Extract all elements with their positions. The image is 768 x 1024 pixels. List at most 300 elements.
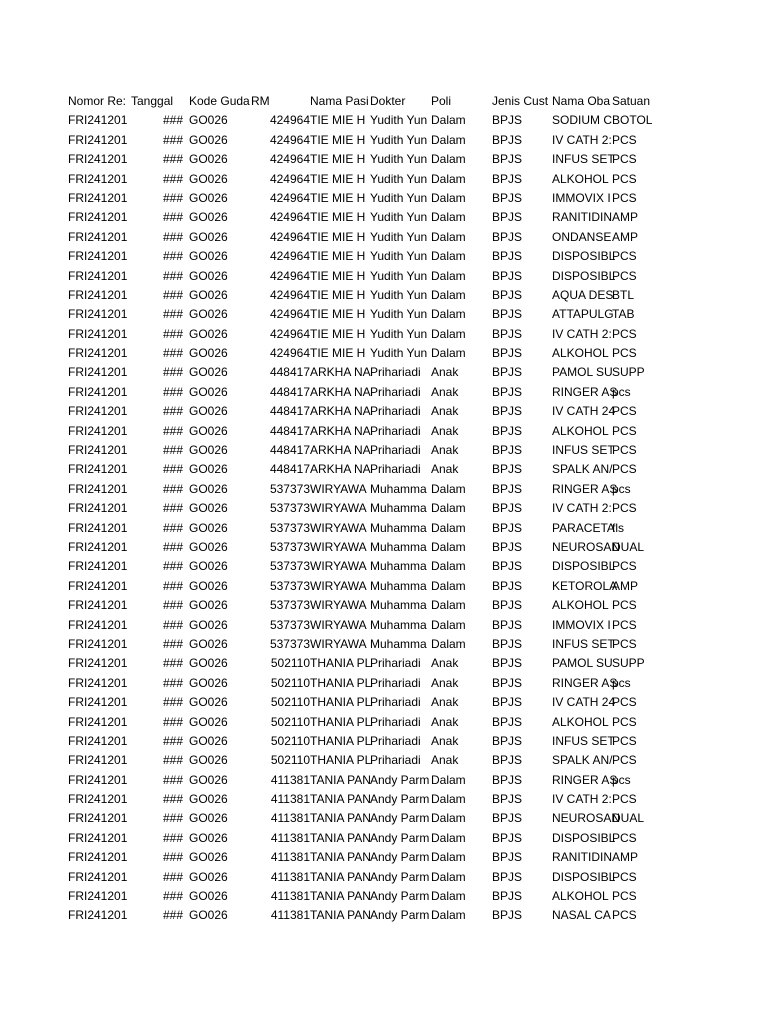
cell-jenis-customer[interactable]: BPJS [492, 152, 523, 167]
cell-jenis-customer[interactable]: BPJS [492, 307, 523, 322]
cell-rm[interactable]: 448417 [269, 462, 310, 477]
cell-jenis-customer[interactable]: BPJS [492, 346, 523, 361]
cell-rm[interactable]: 537373 [269, 501, 310, 516]
cell-dokter[interactable]: Andy Parm [370, 850, 430, 865]
cell-nomor-resep[interactable]: FRI241201 [68, 869, 128, 884]
cell-nama-obat[interactable]: RINGER AS [552, 384, 618, 399]
cell-poli[interactable]: Dalam [431, 889, 466, 904]
cell-kode-gudang[interactable]: GO026 [189, 539, 228, 554]
cell-satuan[interactable]: PCS [612, 190, 637, 205]
cell-nama-obat[interactable]: IV CATH 2: [552, 326, 612, 341]
cell-nomor-resep[interactable]: FRI241201 [68, 714, 128, 729]
cell-dokter[interactable]: Andy Parm [370, 908, 430, 923]
cell-jenis-customer[interactable]: BPJS [492, 481, 523, 496]
cell-nomor-resep[interactable]: FRI241201 [68, 753, 128, 768]
cell-dokter[interactable]: Yudith Yun [370, 210, 428, 225]
cell-satuan[interactable]: pcs [612, 481, 631, 496]
cell-tanggal[interactable]: ### [162, 598, 183, 613]
cell-rm[interactable]: 411381 [270, 772, 310, 787]
cell-nomor-resep[interactable]: FRI241201 [68, 132, 128, 147]
cell-poli[interactable]: Dalam [431, 559, 466, 574]
cell-tanggal[interactable]: ### [162, 733, 183, 748]
cell-nama-pasien[interactable]: WIRYAWA [310, 481, 367, 496]
cell-tanggal[interactable]: ### [162, 423, 183, 438]
cell-tanggal[interactable]: ### [162, 656, 183, 671]
cell-nomor-resep[interactable]: FRI241201 [68, 850, 128, 865]
cell-nama-pasien[interactable]: TIE MIE H [310, 229, 366, 244]
cell-jenis-customer[interactable]: BPJS [492, 501, 523, 516]
cell-kode-gudang[interactable]: GO026 [189, 171, 228, 186]
cell-poli[interactable]: Dalam [431, 598, 466, 613]
cell-poli[interactable]: Dalam [431, 811, 466, 826]
cell-poli[interactable]: Dalam [431, 850, 466, 865]
cell-satuan[interactable]: fls [612, 520, 624, 535]
cell-tanggal[interactable]: ### [162, 695, 183, 710]
cell-nomor-resep[interactable]: FRI241201 [68, 656, 128, 671]
cell-kode-gudang[interactable]: GO026 [189, 113, 228, 128]
cell-nama-obat[interactable]: RANITIDIN [552, 850, 612, 865]
cell-poli[interactable]: Anak [431, 365, 459, 380]
cell-nama-pasien[interactable]: WIRYAWA [310, 617, 367, 632]
cell-satuan[interactable]: PCS [612, 326, 637, 341]
cell-dokter[interactable]: Yudith Yun [370, 171, 428, 186]
cell-nama-pasien[interactable]: WIRYAWA [310, 539, 367, 554]
cell-jenis-customer[interactable]: BPJS [492, 578, 523, 593]
cell-nama-obat[interactable]: DISPOSIBL [552, 830, 616, 845]
cell-rm[interactable]: 424964 [269, 268, 310, 283]
cell-kode-gudang[interactable]: GO026 [189, 287, 228, 302]
cell-nama-pasien[interactable]: TANIA PAN [310, 830, 371, 845]
cell-tanggal[interactable]: ### [162, 326, 183, 341]
cell-nama-pasien[interactable]: TANIA PAN [310, 792, 371, 807]
cell-dokter[interactable]: Muhamma [370, 539, 427, 554]
cell-tanggal[interactable]: ### [162, 404, 183, 419]
cell-kode-gudang[interactable]: GO026 [189, 559, 228, 574]
cell-dokter[interactable]: Yudith Yun [370, 268, 428, 283]
cell-nama-pasien[interactable]: THANIA PL [310, 753, 372, 768]
cell-kode-gudang[interactable]: GO026 [189, 830, 228, 845]
cell-poli[interactable]: Anak [431, 404, 459, 419]
cell-jenis-customer[interactable]: BPJS [492, 113, 523, 128]
header-poli[interactable]: Poli [431, 94, 452, 108]
cell-jenis-customer[interactable]: BPJS [492, 384, 523, 399]
cell-nama-obat[interactable]: RANITIDIN [552, 210, 612, 225]
cell-nomor-resep[interactable]: FRI241201 [68, 113, 128, 128]
cell-nama-obat[interactable]: IV CATH 2: [552, 132, 612, 147]
cell-nomor-resep[interactable]: FRI241201 [68, 152, 128, 167]
cell-nama-obat[interactable]: ALKOHOL [552, 423, 609, 438]
cell-tanggal[interactable]: ### [162, 753, 183, 768]
cell-poli[interactable]: Anak [431, 753, 459, 768]
cell-satuan[interactable]: PCS [612, 268, 637, 283]
cell-kode-gudang[interactable]: GO026 [189, 501, 228, 516]
cell-rm[interactable]: 537373 [269, 520, 310, 535]
cell-jenis-customer[interactable]: BPJS [492, 268, 523, 283]
cell-tanggal[interactable]: ### [162, 850, 183, 865]
cell-rm[interactable]: 424964 [269, 152, 310, 167]
cell-rm[interactable]: 411381 [270, 811, 310, 826]
cell-nama-pasien[interactable]: TIE MIE H [310, 307, 366, 322]
cell-jenis-customer[interactable]: BPJS [492, 792, 523, 807]
cell-kode-gudang[interactable]: GO026 [189, 617, 228, 632]
cell-poli[interactable]: Anak [431, 423, 459, 438]
cell-jenis-customer[interactable]: BPJS [492, 559, 523, 574]
cell-nomor-resep[interactable]: FRI241201 [68, 772, 128, 787]
cell-nama-obat[interactable]: INFUS SET [552, 152, 615, 167]
cell-nama-obat[interactable]: IV CATH 24 [552, 695, 616, 710]
cell-satuan[interactable]: AMP [612, 229, 639, 244]
cell-kode-gudang[interactable]: GO026 [189, 346, 228, 361]
cell-tanggal[interactable]: ### [162, 811, 183, 826]
cell-nama-pasien[interactable]: TIE MIE H [310, 210, 366, 225]
header-rm[interactable]: RM [251, 94, 270, 108]
cell-poli[interactable]: Dalam [431, 229, 466, 244]
cell-tanggal[interactable]: ### [162, 578, 183, 593]
cell-rm[interactable]: 537373 [269, 617, 310, 632]
cell-nomor-resep[interactable]: FRI241201 [68, 695, 128, 710]
cell-satuan[interactable]: PCS [612, 423, 637, 438]
cell-jenis-customer[interactable]: BPJS [492, 423, 523, 438]
cell-rm[interactable]: 411381 [270, 908, 310, 923]
cell-nomor-resep[interactable]: FRI241201 [68, 578, 128, 593]
cell-tanggal[interactable]: ### [162, 792, 183, 807]
cell-tanggal[interactable]: ### [162, 190, 183, 205]
cell-poli[interactable]: Anak [431, 462, 459, 477]
cell-kode-gudang[interactable]: GO026 [189, 249, 228, 264]
cell-nama-obat[interactable]: DISPOSIBL [552, 249, 616, 264]
cell-dokter[interactable]: Muhamma [370, 617, 427, 632]
cell-nama-obat[interactable]: IMMOVIX I [552, 617, 611, 632]
cell-poli[interactable]: Dalam [431, 171, 466, 186]
cell-jenis-customer[interactable]: BPJS [492, 869, 523, 884]
cell-satuan[interactable]: PCS [612, 869, 637, 884]
cell-tanggal[interactable]: ### [162, 132, 183, 147]
cell-satuan[interactable]: AMP [612, 850, 639, 865]
cell-satuan[interactable]: PCS [612, 152, 637, 167]
cell-kode-gudang[interactable]: GO026 [189, 404, 228, 419]
cell-dokter[interactable]: Yudith Yun [370, 229, 428, 244]
cell-nama-obat[interactable]: NEUROSAN [552, 539, 621, 554]
cell-jenis-customer[interactable]: BPJS [492, 404, 523, 419]
cell-satuan[interactable]: pcs [612, 772, 631, 787]
cell-satuan[interactable]: SUPP [612, 365, 645, 380]
cell-tanggal[interactable]: ### [162, 559, 183, 574]
cell-nomor-resep[interactable]: FRI241201 [68, 210, 128, 225]
cell-nama-pasien[interactable]: TANIA PAN [310, 850, 371, 865]
cell-poli[interactable]: Dalam [431, 307, 466, 322]
cell-kode-gudang[interactable]: GO026 [189, 695, 228, 710]
cell-jenis-customer[interactable]: BPJS [492, 656, 523, 671]
cell-tanggal[interactable]: ### [162, 171, 183, 186]
cell-dokter[interactable]: Andy Parm [370, 811, 430, 826]
cell-nomor-resep[interactable]: FRI241201 [68, 559, 128, 574]
cell-tanggal[interactable]: ### [162, 539, 183, 554]
cell-poli[interactable]: Anak [431, 384, 459, 399]
cell-nama-obat[interactable]: DISPOSIBL [552, 559, 616, 574]
cell-rm[interactable]: 537373 [269, 598, 310, 613]
cell-tanggal[interactable]: ### [162, 365, 183, 380]
cell-nama-obat[interactable]: DISPOSIBL [552, 268, 616, 283]
cell-tanggal[interactable]: ### [162, 617, 183, 632]
cell-nama-obat[interactable]: IV CATH 2: [552, 501, 612, 516]
cell-rm[interactable]: 411381 [270, 889, 310, 904]
cell-satuan[interactable]: BTL [612, 287, 635, 302]
cell-rm[interactable]: 448417 [269, 443, 310, 458]
cell-jenis-customer[interactable]: BPJS [492, 443, 523, 458]
cell-nama-pasien[interactable]: TIE MIE H [310, 152, 366, 167]
cell-jenis-customer[interactable]: BPJS [492, 850, 523, 865]
cell-satuan[interactable]: PCS [612, 733, 637, 748]
cell-nama-obat[interactable]: INFUS SET [552, 733, 615, 748]
cell-nama-obat[interactable]: PAMOL SU [552, 656, 613, 671]
cell-satuan[interactable]: PCS [612, 792, 637, 807]
cell-rm[interactable]: 424964 [269, 210, 310, 225]
cell-nama-obat[interactable]: ALKOHOL [552, 714, 609, 729]
cell-nomor-resep[interactable]: FRI241201 [68, 539, 128, 554]
cell-nama-obat[interactable]: ONDANSE [552, 229, 612, 244]
cell-rm[interactable]: 502110 [270, 753, 310, 768]
cell-nomor-resep[interactable]: FRI241201 [68, 326, 128, 341]
cell-dokter[interactable]: Prihariadi [370, 733, 421, 748]
cell-dokter[interactable]: Andy Parm [370, 869, 430, 884]
cell-kode-gudang[interactable]: GO026 [189, 792, 228, 807]
cell-rm[interactable]: 424964 [269, 249, 310, 264]
cell-satuan[interactable]: AMP [612, 578, 639, 593]
cell-jenis-customer[interactable]: BPJS [492, 598, 523, 613]
cell-nama-pasien[interactable]: ARKHA NA [310, 443, 371, 458]
cell-tanggal[interactable]: ### [162, 113, 183, 128]
cell-kode-gudang[interactable]: GO026 [189, 772, 228, 787]
cell-dokter[interactable]: Muhamma [370, 520, 427, 535]
cell-nomor-resep[interactable]: FRI241201 [68, 287, 128, 302]
cell-kode-gudang[interactable]: GO026 [189, 714, 228, 729]
cell-rm[interactable]: 448417 [269, 423, 310, 438]
cell-poli[interactable]: Dalam [431, 326, 466, 341]
cell-dokter[interactable]: Muhamma [370, 636, 427, 651]
cell-nama-pasien[interactable]: TIE MIE H [310, 326, 366, 341]
cell-dokter[interactable]: Yudith Yun [370, 307, 428, 322]
cell-nomor-resep[interactable]: FRI241201 [68, 811, 128, 826]
cell-poli[interactable]: Anak [431, 656, 459, 671]
cell-poli[interactable]: Dalam [431, 346, 466, 361]
cell-nama-pasien[interactable]: ARKHA NA [310, 404, 371, 419]
cell-poli[interactable]: Anak [431, 733, 459, 748]
cell-kode-gudang[interactable]: GO026 [189, 326, 228, 341]
cell-dokter[interactable]: Yudith Yun [370, 132, 428, 147]
cell-dokter[interactable]: Muhamma [370, 578, 427, 593]
cell-jenis-customer[interactable]: BPJS [492, 229, 523, 244]
cell-tanggal[interactable]: ### [162, 830, 183, 845]
cell-dokter[interactable]: Yudith Yun [370, 152, 428, 167]
cell-poli[interactable]: Dalam [431, 520, 466, 535]
cell-rm[interactable]: 537373 [269, 636, 310, 651]
cell-nomor-resep[interactable]: FRI241201 [68, 268, 128, 283]
cell-jenis-customer[interactable]: BPJS [492, 733, 523, 748]
cell-nama-pasien[interactable]: ARKHA NA [310, 462, 371, 477]
cell-tanggal[interactable]: ### [162, 229, 183, 244]
cell-poli[interactable]: Dalam [431, 617, 466, 632]
cell-poli[interactable]: Dalam [431, 792, 466, 807]
cell-nama-obat[interactable]: PARACETA [552, 520, 615, 535]
cell-nomor-resep[interactable]: FRI241201 [68, 462, 128, 477]
cell-jenis-customer[interactable]: BPJS [492, 190, 523, 205]
cell-rm[interactable]: 424964 [269, 171, 310, 186]
cell-poli[interactable]: Anak [431, 675, 459, 690]
cell-satuan[interactable]: PCS [612, 598, 637, 613]
cell-poli[interactable]: Anak [431, 443, 459, 458]
cell-nomor-resep[interactable]: FRI241201 [68, 443, 128, 458]
cell-rm[interactable]: 411381 [270, 830, 310, 845]
cell-dokter[interactable]: Prihariadi [370, 365, 421, 380]
cell-tanggal[interactable]: ### [162, 443, 183, 458]
cell-kode-gudang[interactable]: GO026 [189, 268, 228, 283]
cell-satuan[interactable]: DUAL [612, 539, 645, 554]
cell-nama-obat[interactable]: KETOROLA [552, 578, 618, 593]
header-jenis-customer[interactable]: Jenis Cust [492, 94, 549, 108]
cell-dokter[interactable]: Andy Parm [370, 889, 430, 904]
cell-nama-pasien[interactable]: THANIA PL [310, 675, 372, 690]
cell-nama-obat[interactable]: ALKOHOL [552, 171, 609, 186]
cell-jenis-customer[interactable]: BPJS [492, 249, 523, 264]
cell-satuan[interactable]: PCS [612, 753, 637, 768]
cell-nama-pasien[interactable]: TIE MIE H [310, 346, 366, 361]
cell-nama-obat[interactable]: IV CATH 2: [552, 792, 612, 807]
cell-kode-gudang[interactable]: GO026 [189, 190, 228, 205]
cell-nama-obat[interactable]: SODIUM C [552, 113, 612, 128]
cell-kode-gudang[interactable]: GO026 [189, 307, 228, 322]
cell-jenis-customer[interactable]: BPJS [492, 326, 523, 341]
cell-tanggal[interactable]: ### [162, 481, 183, 496]
header-kode-gudang[interactable]: Kode Guda [189, 94, 250, 108]
cell-rm[interactable]: 411381 [270, 869, 310, 884]
cell-tanggal[interactable]: ### [162, 501, 183, 516]
cell-poli[interactable]: Dalam [431, 830, 466, 845]
cell-nomor-resep[interactable]: FRI241201 [68, 830, 128, 845]
cell-nama-obat[interactable]: IV CATH 24 [552, 404, 616, 419]
cell-nama-pasien[interactable]: WIRYAWA [310, 559, 367, 574]
cell-kode-gudang[interactable]: GO026 [189, 598, 228, 613]
cell-nama-obat[interactable]: ALKOHOL [552, 889, 609, 904]
cell-jenis-customer[interactable]: BPJS [492, 210, 523, 225]
cell-rm[interactable]: 411381 [270, 792, 310, 807]
cell-nama-pasien[interactable]: TIE MIE H [310, 113, 366, 128]
cell-satuan[interactable]: PCS [612, 830, 637, 845]
cell-dokter[interactable]: Muhamma [370, 501, 427, 516]
cell-poli[interactable]: Dalam [431, 249, 466, 264]
header-nama-obat[interactable]: Nama Oba [552, 94, 611, 108]
cell-jenis-customer[interactable]: BPJS [492, 636, 523, 651]
cell-nama-obat[interactable]: AQUA DES [552, 287, 614, 302]
cell-jenis-customer[interactable]: BPJS [492, 811, 523, 826]
cell-tanggal[interactable]: ### [162, 520, 183, 535]
cell-jenis-customer[interactable]: BPJS [492, 753, 523, 768]
cell-rm[interactable]: 448417 [269, 384, 310, 399]
cell-nomor-resep[interactable]: FRI241201 [68, 229, 128, 244]
cell-kode-gudang[interactable]: GO026 [189, 210, 228, 225]
cell-nomor-resep[interactable]: FRI241201 [68, 346, 128, 361]
cell-nama-pasien[interactable]: TIE MIE H [310, 268, 366, 283]
cell-poli[interactable]: Dalam [431, 113, 466, 128]
cell-nama-obat[interactable]: DISPOSIBL [552, 869, 616, 884]
cell-nama-obat[interactable]: ATTAPULG [552, 307, 614, 322]
cell-kode-gudang[interactable]: GO026 [189, 753, 228, 768]
cell-tanggal[interactable]: ### [162, 869, 183, 884]
cell-satuan[interactable]: PCS [612, 132, 637, 147]
cell-dokter[interactable]: Prihariadi [370, 384, 421, 399]
cell-nama-pasien[interactable]: TIE MIE H [310, 190, 366, 205]
cell-rm[interactable]: 424964 [269, 229, 310, 244]
cell-dokter[interactable]: Andy Parm [370, 772, 430, 787]
cell-jenis-customer[interactable]: BPJS [492, 772, 523, 787]
cell-dokter[interactable]: Yudith Yun [370, 190, 428, 205]
cell-nama-pasien[interactable]: ARKHA NA [310, 423, 371, 438]
cell-satuan[interactable]: PCS [612, 559, 637, 574]
cell-tanggal[interactable]: ### [162, 908, 183, 923]
cell-kode-gudang[interactable]: GO026 [189, 152, 228, 167]
cell-dokter[interactable]: Yudith Yun [370, 287, 428, 302]
cell-rm[interactable]: 537373 [269, 559, 310, 574]
cell-kode-gudang[interactable]: GO026 [189, 520, 228, 535]
cell-rm[interactable]: 502110 [270, 714, 310, 729]
cell-tanggal[interactable]: ### [162, 675, 183, 690]
cell-kode-gudang[interactable]: GO026 [189, 481, 228, 496]
cell-nama-pasien[interactable]: TANIA PAN [310, 869, 371, 884]
cell-rm[interactable]: 537373 [269, 481, 310, 496]
cell-nama-pasien[interactable]: TIE MIE H [310, 287, 366, 302]
cell-tanggal[interactable]: ### [162, 210, 183, 225]
cell-kode-gudang[interactable]: GO026 [189, 423, 228, 438]
cell-nama-pasien[interactable]: TANIA PAN [310, 772, 371, 787]
cell-nama-pasien[interactable]: WIRYAWA [310, 578, 367, 593]
cell-kode-gudang[interactable]: GO026 [189, 850, 228, 865]
cell-kode-gudang[interactable]: GO026 [189, 869, 228, 884]
cell-rm[interactable]: 411381 [270, 850, 310, 865]
cell-satuan[interactable]: BOTOL [612, 113, 653, 128]
cell-nama-pasien[interactable]: WIRYAWA [310, 520, 367, 535]
cell-satuan[interactable]: DUAL [612, 811, 645, 826]
cell-nomor-resep[interactable]: FRI241201 [68, 190, 128, 205]
cell-tanggal[interactable]: ### [162, 268, 183, 283]
cell-nomor-resep[interactable]: FRI241201 [68, 675, 128, 690]
cell-nomor-resep[interactable]: FRI241201 [68, 404, 128, 419]
cell-kode-gudang[interactable]: GO026 [189, 462, 228, 477]
cell-tanggal[interactable]: ### [162, 249, 183, 264]
cell-rm[interactable]: 424964 [269, 287, 310, 302]
header-dokter[interactable]: Dokter [370, 94, 406, 108]
cell-nomor-resep[interactable]: FRI241201 [68, 423, 128, 438]
cell-jenis-customer[interactable]: BPJS [492, 365, 523, 380]
header-nama-pasien[interactable]: Nama Pasi [310, 94, 369, 108]
cell-nama-obat[interactable]: RINGER AS [552, 675, 618, 690]
cell-rm[interactable]: 424964 [269, 132, 310, 147]
cell-kode-gudang[interactable]: GO026 [189, 811, 228, 826]
cell-nama-pasien[interactable]: TANIA PAN [310, 889, 371, 904]
cell-poli[interactable]: Dalam [431, 908, 466, 923]
cell-nama-obat[interactable]: RINGER AS [552, 481, 618, 496]
cell-nomor-resep[interactable]: FRI241201 [68, 636, 128, 651]
cell-nama-pasien[interactable]: WIRYAWA [310, 501, 367, 516]
cell-nomor-resep[interactable]: FRI241201 [68, 617, 128, 632]
cell-nomor-resep[interactable]: FRI241201 [68, 171, 128, 186]
cell-kode-gudang[interactable]: GO026 [189, 578, 228, 593]
cell-dokter[interactable]: Prihariadi [370, 443, 421, 458]
cell-rm[interactable]: 424964 [269, 190, 310, 205]
cell-poli[interactable]: Dalam [431, 869, 466, 884]
cell-satuan[interactable]: SUPP [612, 656, 645, 671]
cell-dokter[interactable]: Yudith Yun [370, 249, 428, 264]
cell-rm[interactable]: 448417 [269, 404, 310, 419]
cell-dokter[interactable]: Prihariadi [370, 714, 421, 729]
